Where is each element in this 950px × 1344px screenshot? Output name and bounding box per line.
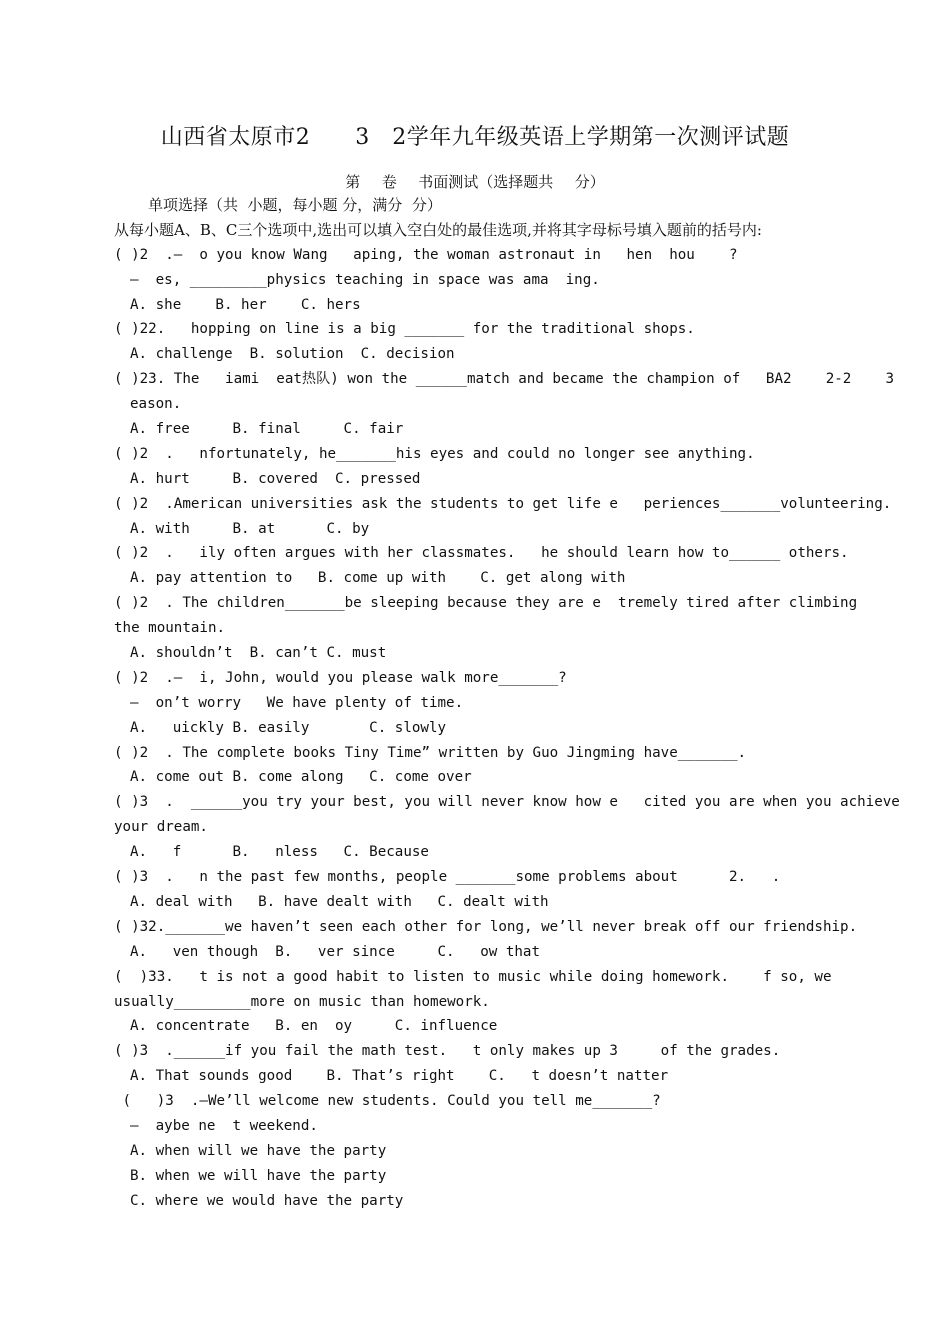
answer-line: A. when will we have the party — [130, 1142, 387, 1159]
question-list — [114, 243, 900, 1214]
question-line: ( )2 . ily often argues with her classmates. he should learn how to______ others. — [114, 545, 849, 562]
section-heading: 单项选择（共 小题，每小题 分，满分 分） — [148, 196, 442, 214]
question-line: ( )2 . nfortunately, he_______his eyes and could no longer see anything. — [114, 445, 755, 462]
answer-line: A. free B. final C. fair — [130, 421, 404, 438]
answer-line: — es, _________physics teaching in space was ama ing. — [130, 271, 600, 288]
question-line: ( )2 . The children_______be sleeping because they are e tremely tired after climbing — [114, 595, 858, 612]
answer-line: A. concentrate B. en oy C. influence — [130, 1018, 498, 1035]
question-line: ( )2 .— i, John, would you please walk more_______? — [114, 669, 567, 686]
continuation-line: your dream. — [114, 819, 208, 836]
question-line: ( )32._______we haven’t seen each other for long, we’ll never break off our friendship. — [114, 918, 858, 935]
instructions: 从每小题A、B、C三个选项中,选出可以填入空白处的最佳选项,并将其字母标号填入题前的括号内: — [114, 220, 762, 239]
continuation-line: usually_________more on music than homework. — [114, 993, 490, 1010]
answer-line: eason. — [130, 396, 182, 413]
answer-line: A. she B. her C. hers — [130, 296, 361, 313]
question-line: ( )22. hopping on line is a big _______ for the traditional shops. — [114, 321, 695, 338]
answer-line: A. deal with B. have dealt with C. dealt with — [130, 893, 549, 910]
answer-line: A. challenge B. solution C. decision — [130, 346, 455, 363]
question-line: ( )2 . The complete books Tiny Time” written by Guo Jingming have_______. — [114, 744, 747, 761]
answer-line: A. pay attention to B. come up with C. get along with — [130, 570, 626, 587]
answer-line: B. when we will have the party — [130, 1167, 387, 1184]
page-title: 山西省太原市2 3 2学年九年级英语上学期第一次测评试题 — [160, 125, 790, 150]
question-line: ( )2 .American universities ask the students to get life e periences_______volunteering. — [114, 495, 892, 512]
question-line: ( )3 .______if you fail the math test. t only makes up 3 of the grades. — [114, 1043, 781, 1060]
question-line: ( )3 .—We’ll welcome new students. Could you tell me_______? — [114, 1093, 661, 1110]
answer-line: — on’t worry We have plenty of time. — [130, 694, 464, 711]
section-subtitle: 第 卷 书面测试（选择题共 分） — [345, 173, 605, 191]
question-line: ( )2 .— o you know Wang aping, the woman astronaut in hen hou ? — [114, 246, 738, 263]
question-line: ( )33. t is not a good habit to listen to music while doing homework. f so, we — [114, 968, 832, 985]
answer-line: A. shouldn’t B. can’t C. must — [130, 645, 387, 662]
question-line: ( )3 . ______you try your best, you will never know how e cited you are when you achieve — [114, 794, 900, 811]
answer-line: A. f B. nless C. Because — [130, 844, 429, 861]
answer-line: A. hurt B. covered C. pressed — [130, 470, 421, 487]
exam-body — [114, 193, 900, 1214]
answer-line: A. uickly B. easily C. slowly — [130, 719, 447, 736]
answer-line: A. ven though B. ver since C. ow that — [130, 943, 540, 960]
answer-line: — aybe ne t weekend. — [130, 1117, 318, 1134]
answer-line: A. come out B. come along C. come over — [130, 769, 472, 786]
question-line: ( )23. The iami eat热队) won the ______match and became the champion of BA2 2-2 3 — [114, 371, 895, 388]
answer-line: C. where we would have the party — [130, 1192, 404, 1209]
answer-line: A. with B. at C. by — [130, 520, 370, 537]
question-line: ( )3 . n the past few months, people _______some problems about 2. . — [114, 869, 781, 886]
answer-line: A. That sounds good B. That’s right C. t doesn’t natter — [130, 1068, 669, 1085]
continuation-line: the mountain. — [114, 620, 226, 637]
